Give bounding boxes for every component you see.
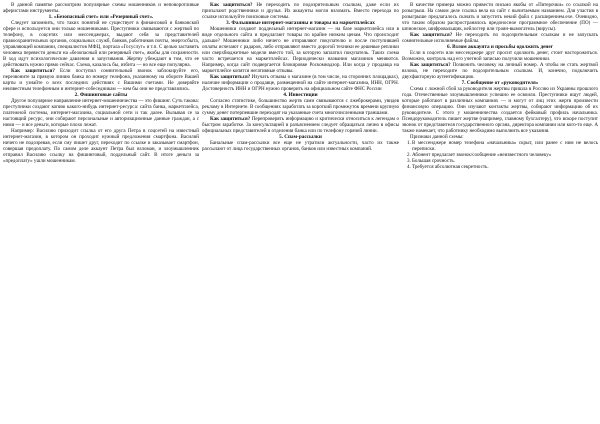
- section-heading-spam: 5. Спам-рассылки: [279, 134, 322, 141]
- phishing-paragraph: Другое популярное направление интернет-мошенничества — это фишинг. Суть такова: преступники создают копию какого-нибудь интернет-ресурса: сайта банка, маркетплейса, платежной системы, интернет-магазина, социальной сети и так далее. Вызывая се за настоящий ресурс, они собирают персональные и авторизационные данные граждан, а с ними — и все деньги, которые плохо лежат.: [3, 98, 199, 129]
- section-heading-investments: 4. Инвестиции: [283, 92, 318, 99]
- fake-boss-paragraph: Схема с ложной сбой за руководителя жертвы пришла в Россию из Украины прошлого года. Отечественные злоумышленники успешно ее освоили. Преступники ищут людей, которые работают в различных компаниях — и могут от лиц этих жертв произвести финансовую операцию. Они изучают контакты жертвы, собирают информацию об их руководителе. С этого у мошенничества создается фейковый профиль начальника. Псевдоруководитель пишет жертве (например, главному бухгалтеру), что вскоре поступит звонок от представителя государственного органа, директора компании или кого-то еще. А также намекает, что работнику необходимо выполнить все указания.: [402, 86, 598, 135]
- fake-shops-paragraph: Мошенники создают поддельный интернет-магазин — на базе маркетплейса или в виде отдельного сайта и предлагают товары по крайне низким ценам. Что происходит дальше? Мошенники либо ничего не отправляют покупателю и после поступившей оплаты исчезают с радаров, либо отправляют вместо дорогой техники ее дешевые реплики или сверхбюджетные модели вместо той, за которую заплатил покупатель. Таких схема часто встречается на маркетплейсах. Периодически названия магазинов меняются. Например, когда сайт подвергается блокировке Роскомнадзор. Или когда у продавца на маркетплейсе копятся негативные отзывы.: [202, 26, 399, 75]
- account-hack-protection: [402, 62, 598, 80]
- list-item: 2. Абонент предлагает звонок/сообщение «неизвестного человеку»: [412, 152, 598, 158]
- spam-paragraph: Банальные спам-рассылки все еще не утратили актуальности, часто их также рассылают от лица государственных органов, банков или известных компаний.: [202, 140, 399, 153]
- section-heading-fake-shops: 3. Фальшивые интернет-магазины и товары на маркетплейсах: [226, 20, 375, 27]
- investments-protection-text: Перепроверять информацию и критически относиться к легендам о быстром заработке. За консультацией и разъяснением следует обращаться лично в офисы официальных представителей в отделения банка или по телефону горячей линии.: [202, 116, 399, 135]
- list-item: 1. В мессенджере номер телефона «начальника» скрыт, или ранее с ним не велось переписки.: [412, 140, 598, 152]
- account-hack-paragraph: Если в соцсети или мессенджере друг просит одолжить денег, стоит насторожиться. Возможно, контроль над его учетной записью получили мошенники.: [402, 50, 598, 63]
- how-to-protect-label: Как защититься?: [210, 116, 251, 123]
- list-item: 3. Большая срочность.: [412, 158, 598, 164]
- column-3: [402, 2, 598, 424]
- column-1: [3, 2, 199, 424]
- phishing-example: Например: Василию приходит ссылка от его друга Петра в соцсетей на известный интернет-магазин, в котором он проходит нужный предложения смартфона. Василий ничего не подозревая, если сму пишет друг, переходит по ссылке и заказывает смартфон, совершая предоплату. По самом деле аккаунт Петра был взломан, и злоумышленник отправил Василию ссылку на фишинговый, поддельный сайт. В итоге деньги за «предоплату» ушли мошенникам.: [3, 128, 199, 165]
- fake-shops-protection: [202, 74, 399, 92]
- investments-protection: [202, 116, 399, 134]
- how-to-protect-label: Как защититься?: [210, 2, 253, 8]
- spam-example: В качестве примера можно привести письмо якобы от «Пятерочки» со ссылкой на розыгрыш. На самом деле ссылка вела на сайт с вычитаемым названием. Для участия в розыгрыше предлагалось скачать и запустить некий файл с расширением.exe. Очевидно, что таким образом распространялось вредоносное программное обеспечение (ПО) — шпионское, шифровальщик, кейлоггер или троян-вымогатель (вирусы).: [402, 2, 598, 33]
- phishing-protection: [202, 2, 399, 20]
- section-heading-fake-boss: 7. Сообщение от «руководителя»: [461, 80, 539, 87]
- spam-protection: [402, 32, 598, 44]
- section-heading-phishing: 2. Фишинговые сайты: [74, 92, 128, 99]
- phishing-protection-text: Не переходить по подозрительным ссылкам, даже если их присылают родственники и друзья. Их аккаунты могли взломать. Вместо перехода по ссылке используйте поисковые системы.: [202, 2, 399, 21]
- spam-protection-text: Не переходить по подозрительным ссылкам и не запускать сомнительные исполняемые файлы.: [402, 32, 598, 45]
- list-item: 4. Требуется абсолютная секретность.: [412, 164, 598, 170]
- intro-paragraph: В данной памятке рассмотрим популярные схемы мошенников и неповоротливые аферистами инструменты.: [3, 2, 199, 15]
- investments-paragraph: Согласно статистике, большинство жертв сами связываются с лжеброкерами, увидев рекламу в Интернете. В сообщениях заработать за короткий промежуток времени крупную сумму денег потерпевшие переходят на указанные счета многочисленными траншами.: [202, 98, 399, 117]
- account-hack-protection-text: Позвонить человеку на личный номер. А чтобы не стать жертвой взлома, не переходите по подозрительным ссылкам. И, конечно, подключить двухфакторную аутентификацию.: [402, 62, 598, 81]
- how-to-protect-label: Как защититься?: [210, 74, 251, 81]
- section-heading-account-hack: 6. Взлом аккаунта и просьбы одолжить денег: [446, 44, 554, 51]
- safe-account-protection-text: Если поступил сомнительный звонок заблокируйте его, перезвоните за прямую линию банка по номеру телефона, указанному на обороте Вашей карты и узнайте о всех последних действиях с Вашими счетами. Не доверяйте неизвестным телефонным и интернет-собеседникам — кем бы они не представлялись.: [3, 68, 199, 93]
- fake-shops-protection-text: Изучать отзывы о магазине (в том числе, на сторонних площадках), наличие информации о продавце, размещенной на сайте интернет-магазина, ИНН, ОГРН. Достоверность ИНН и ОГРН нужно проверить на официальном сайте ФНС России: [202, 74, 399, 93]
- signs-list: [402, 140, 598, 170]
- how-to-protect-label: Как защититься?: [11, 68, 55, 75]
- how-to-protect-label: Как защититься?: [410, 62, 451, 69]
- signs-label: Признаки данной схемы:: [410, 134, 464, 141]
- safe-account-protection: [3, 68, 199, 92]
- column-2: [202, 2, 399, 424]
- section-heading-safe-account: 1. «Безопасный счет» или «Резервный счет».: [48, 14, 154, 21]
- safe-account-paragraph: Следует запомнить, что таких понятий не существует в финансовой и банковской сфере и используется они только мошенниками. Преступники связываются с жертвой по телефону, в соцсетях или мессенджерах, выдают себя за представителей правоохранительных органов, социальных служб, банков, работников почты, энергосбыта, управляющей компании, специалистов МФЦ, портала «Госуслуг» и т.п. С целью заставить человека перевести деньги на «безопасный или резервный счет», якобы для сохранности. В ход идут психологические давления и запугивания. Жертву убеждают в том, что ее действовать нужно прямо сейчас. Схема, казалось бы, избита — но все еще популярна.: [3, 20, 199, 69]
- how-to-protect-label: Как защититься?: [410, 32, 453, 39]
